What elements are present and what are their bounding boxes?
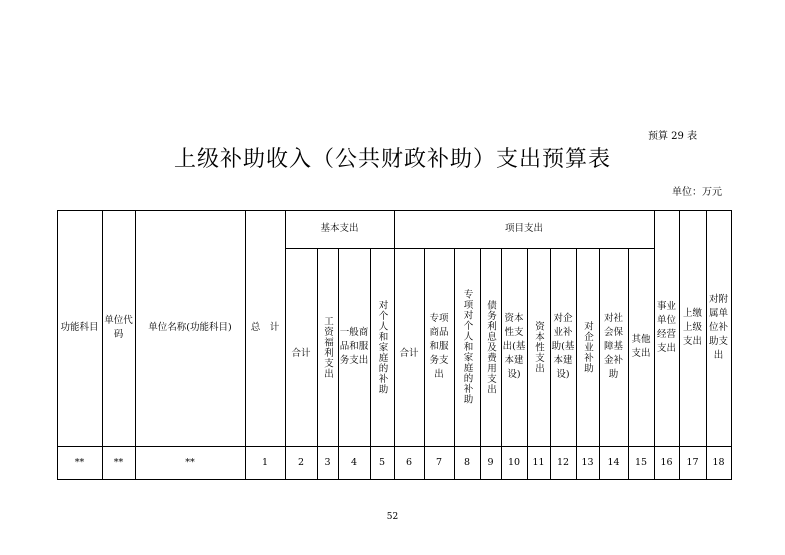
index-cell: 10 [507, 457, 521, 468]
header-project-enterprise-construction: 对企 业补 助(基 本建 设) [551, 313, 575, 380]
header-unit-code: 单位代 码 [104, 315, 133, 340]
header-project-capital: 资本性支出 [533, 320, 544, 374]
header-project-goods-services: 专项 商品 和服 务支 出 [429, 313, 449, 380]
header-project-total: 合计 [399, 348, 419, 359]
header-basic-household-subsidy: 对个人和家庭的补助 [376, 299, 388, 395]
header-project-household-subsidy: 专项对个人和家庭的补助 [461, 289, 473, 405]
index-cell: 18 [712, 457, 725, 468]
index-cell: 12 [556, 457, 570, 468]
table-number: 预算 29 表 [648, 131, 698, 142]
index-cell: 5 [378, 457, 386, 468]
header-basic-total: 合计 [291, 348, 311, 359]
header-basic-goods-services: 一般商 品和服 务支出 [339, 327, 369, 366]
index-cell: ** [74, 457, 85, 468]
index-cell: 6 [405, 457, 413, 468]
index-cell: 16 [660, 457, 673, 468]
index-cell: 13 [581, 457, 594, 468]
index-cell: 2 [297, 457, 305, 468]
index-cell: 9 [487, 457, 494, 468]
index-cell: 15 [634, 457, 648, 468]
header-project-enterprise-subsidy: 对企业补助 [582, 320, 593, 374]
header-total: 总 计 [250, 322, 280, 333]
index-cell: 17 [686, 457, 699, 468]
index-cell: ** [113, 457, 124, 468]
header-unit-name: 单位名称(功能科目) [148, 322, 232, 333]
index-cell: ** [185, 457, 195, 468]
unit-label: 单位：万元 [672, 187, 722, 198]
index-cell: 7 [435, 457, 443, 468]
header-subsidiary-subsidy: 对附 属单 位补 助支 出 [708, 294, 728, 361]
group-basic-expenditure: 基本支出 [320, 223, 359, 234]
index-cell: 11 [532, 457, 545, 468]
index-cell: 8 [463, 457, 471, 468]
group-project-expenditure: 项目支出 [504, 223, 543, 234]
header-upper-payment: 上缴 上级 支出 [682, 308, 702, 347]
header-career-operation: 事业 单位 经营 支出 [656, 301, 676, 354]
header-func-subject: 功能科目 [60, 322, 99, 333]
page-number: 52 [386, 512, 399, 522]
index-cell: 14 [607, 457, 620, 468]
header-project-debt-interest: 债务利息及费用支出 [485, 299, 496, 395]
index-cell: 1 [261, 457, 269, 468]
header-basic-wage: 工资福利支出 [322, 315, 333, 379]
header-project-social-security: 对社 会保 障基 金补 助 [603, 313, 623, 380]
header-project-other: 其他 支出 [631, 334, 651, 359]
document-title: 上级补助收入（公共财政补助）支出预算表 [173, 147, 611, 172]
header-project-capital-construction: 资本 性支 出(基 本建 设) [502, 313, 526, 380]
index-cell: 3 [324, 457, 331, 468]
index-cell: 4 [350, 457, 358, 468]
